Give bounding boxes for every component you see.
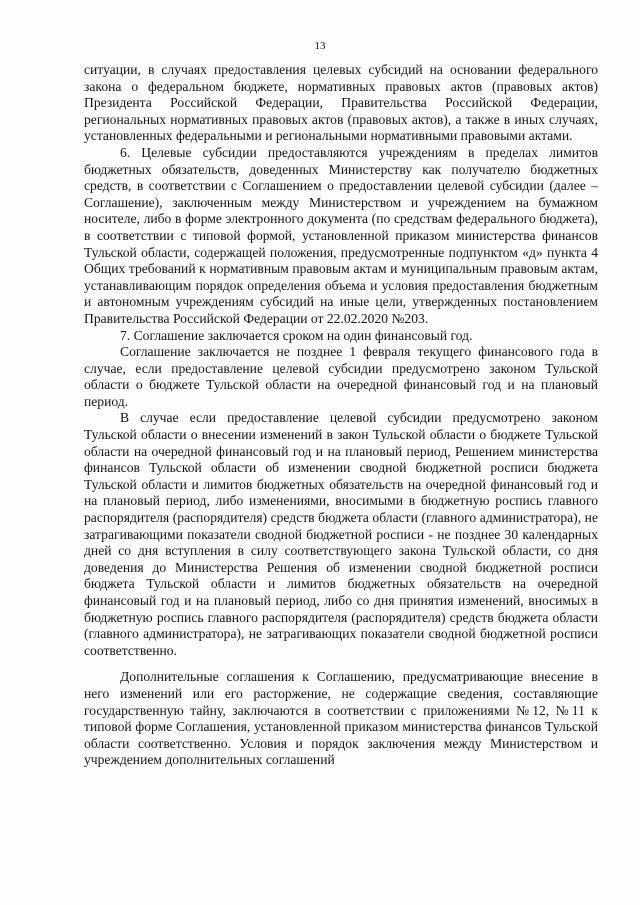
document-body — [84, 62, 598, 769]
paragraph-continuation: ситуации, в случаях предоставления целевых субсидий на основании федерального закона о федеральном бюджете, нормативных правовых актов (правовых актов) Президента Российской Федерации, Правительства Российской Федерации, региональных нормативных правовых актов (правовых актов), а также в иных случаях, установленных федеральными и региональными нормативными правовыми актами. — [84, 62, 598, 144]
paragraph-additional-agreements: Дополнительные соглашения к Соглашению, предусматривающие внесение в него изменений или его расторжение, не содержащие сведения, составляющие государственную тайну, заключаются в соответствии с приложениями №12, №11 к типовой форме Соглашения, установленной приказом министерства финансов Тульской области соответственно. Условия и порядок заключения между Министерством и учреждением дополнительных соглашений — [84, 669, 598, 768]
paragraph-item-6: 6. Целевые субсидии предоставляются учреждениям в пределах лимитов бюджетных обязательств, доведенных Министерству как получателю бюджетных средств, в соответствии с Соглашением о предоставлении целевой субсидии (далее – Соглашение), заключенным между Министерством и учреждением на бумажном носителе, либо в форме электронного документа (по средствам федерального бюджета), в соответствии с типовой формой, установленной приказом министерства финансов Тульской области, содержащей положения, предусмотренные подпунктом «д» пункта 4 Общих требований к нормативным правовым актам и муниципальным правовым актам, устанавливающим порядок определения объема и условия предоставления бюджетным и автономным учреждениям субсидий на иные цели, утвержденных постановлением Правительства Российской Федерации от 22.02.2020 №203. — [84, 144, 598, 326]
paragraph-amendment-case: В случае если предоставление целевой субсидии предусмотрено законом Тульской области о внесении изменений в закон Тульской области о бюджете Тульской области на очередной финансовый год и на плановый период, Решением министерства финансов Тульской области об изменении сводной бюджетной росписи бюджета Тульской области и лимитов бюджетных обязательств на очередной финансовый год и на плановый период, либо изменениями, вносимыми в бюджетную роспись главного распорядителя (распорядителя) средств бюджета области (главного администратора), не затрагивающими показатели сводной бюджетной росписи - не позднее 30 календарных дней со дня вступления в силу соответствующего закона Тульской области, со дня доведения до Министерства Решения об изменении сводной бюджетной росписи бюджета Тульской области и лимитов бюджетных обязательств на очередной финансовый год и на плановый период, либо со дня принятия изменений, вносимых в бюджетную роспись главного распорядителя (распорядителя) средств бюджета области (главного администратора), не затрагивающих показатели сводной бюджетной росписи соответственно. — [84, 410, 598, 658]
paragraph-agreement-deadline: Соглашение заключается не позднее 1 февраля текущего финансового года в случае, если предоставление целевой субсидии предусмотрено законом Тульской области о бюджете Тульской области на очередной финансовый год и на плановый период. — [84, 344, 598, 409]
paragraph-item-7: 7. Соглашение заключается сроком на один финансовый год. — [120, 327, 473, 343]
page-number: 13 — [314, 40, 326, 52]
